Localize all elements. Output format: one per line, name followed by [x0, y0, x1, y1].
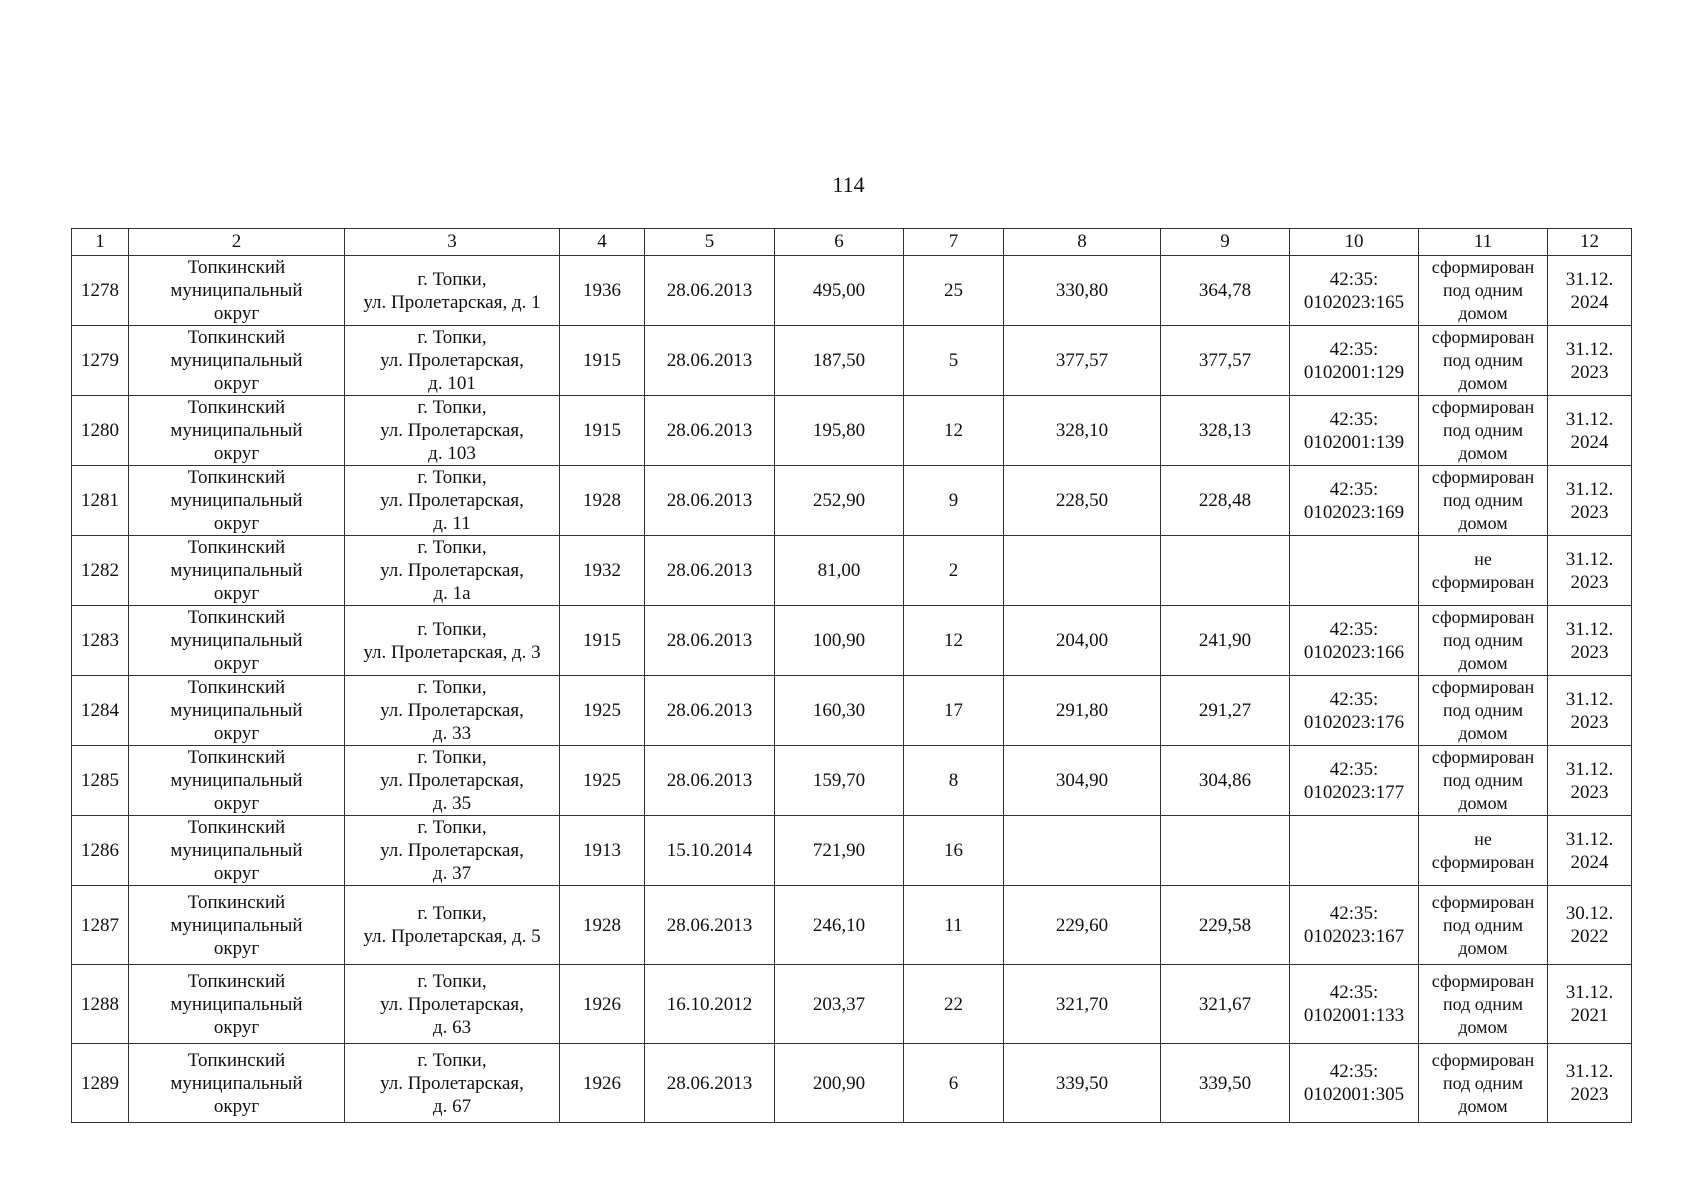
table-row — [72, 746, 1632, 816]
land-area-9-cell — [1161, 536, 1290, 606]
land-area-8-cell — [1004, 816, 1161, 886]
table-row — [72, 256, 1632, 326]
deadline-date-cell: 31.12. 2023 — [1548, 536, 1632, 606]
deadline-date-cell: 31.12. 2023 — [1548, 466, 1632, 536]
table-row — [72, 816, 1632, 886]
column-number-2: 2 — [129, 229, 345, 256]
cadastral-number-cell: 42:35: 0102023:167 — [1290, 886, 1419, 965]
table-row — [72, 886, 1632, 965]
deadline-date-cell: 31.12. 2021 — [1548, 965, 1632, 1044]
address-cell: г. Топки, ул. Пролетарская, д. 1а — [345, 536, 560, 606]
land-status-cell: сформирован под одним домом — [1419, 396, 1548, 466]
land-status-cell: сформирован под одним домом — [1419, 1044, 1548, 1123]
registry-table — [71, 228, 1632, 1123]
municipality-cell: Топкинский муниципальный округ — [129, 396, 345, 466]
land-status-cell: сформирован под одним домом — [1419, 746, 1548, 816]
land-area-9-cell: 339,50 — [1161, 1044, 1290, 1123]
year-built-cell: 1928 — [560, 886, 645, 965]
row-number-cell: 1279 — [72, 326, 129, 396]
area-cell: 203,37 — [775, 965, 904, 1044]
row-number-cell: 1280 — [72, 396, 129, 466]
row-number-cell: 1289 — [72, 1044, 129, 1123]
municipality-cell: Топкинский муниципальный округ — [129, 746, 345, 816]
land-area-8-cell: 228,50 — [1004, 466, 1161, 536]
municipality-cell: Топкинский муниципальный округ — [129, 816, 345, 886]
residents-cell: 9 — [904, 466, 1004, 536]
address-cell: г. Топки, ул. Пролетарская, д. 11 — [345, 466, 560, 536]
land-area-9-cell: 228,48 — [1161, 466, 1290, 536]
address-cell: г. Топки, ул. Пролетарская, д. 37 — [345, 816, 560, 886]
residents-cell: 5 — [904, 326, 1004, 396]
municipality-cell: Топкинский муниципальный округ — [129, 886, 345, 965]
year-built-cell: 1926 — [560, 1044, 645, 1123]
cadastral-number-cell — [1290, 816, 1419, 886]
area-cell: 160,30 — [775, 676, 904, 746]
land-status-cell: сформирован под одним домом — [1419, 676, 1548, 746]
deadline-date-cell: 31.12. 2024 — [1548, 256, 1632, 326]
table-row — [72, 536, 1632, 606]
deadline-date-cell: 31.12. 2023 — [1548, 606, 1632, 676]
land-status-cell: сформирован под одним домом — [1419, 886, 1548, 965]
land-status-cell: сформирован под одним домом — [1419, 965, 1548, 1044]
address-cell: г. Топки, ул. Пролетарская, д. 101 — [345, 326, 560, 396]
area-cell: 495,00 — [775, 256, 904, 326]
area-cell: 187,50 — [775, 326, 904, 396]
area-cell: 159,70 — [775, 746, 904, 816]
municipality-cell: Топкинский муниципальный округ — [129, 536, 345, 606]
land-area-8-cell: 330,80 — [1004, 256, 1161, 326]
area-cell: 200,90 — [775, 1044, 904, 1123]
date-cell: 28.06.2013 — [645, 676, 775, 746]
municipality-cell: Топкинский муниципальный округ — [129, 256, 345, 326]
deadline-date-cell: 31.12. 2024 — [1548, 816, 1632, 886]
cadastral-number-cell: 42:35: 0102023:176 — [1290, 676, 1419, 746]
deadline-date-cell: 30.12. 2022 — [1548, 886, 1632, 965]
land-area-8-cell: 328,10 — [1004, 396, 1161, 466]
year-built-cell: 1936 — [560, 256, 645, 326]
municipality-cell: Топкинский муниципальный округ — [129, 676, 345, 746]
date-cell: 28.06.2013 — [645, 466, 775, 536]
address-cell: г. Топки, ул. Пролетарская, д. 67 — [345, 1044, 560, 1123]
residents-cell: 25 — [904, 256, 1004, 326]
area-cell: 252,90 — [775, 466, 904, 536]
date-cell: 15.10.2014 — [645, 816, 775, 886]
address-cell: г. Топки, ул. Пролетарская, д. 35 — [345, 746, 560, 816]
row-number-cell: 1284 — [72, 676, 129, 746]
table-row — [72, 606, 1632, 676]
year-built-cell: 1913 — [560, 816, 645, 886]
row-number-cell: 1285 — [72, 746, 129, 816]
land-status-cell: сформирован под одним домом — [1419, 256, 1548, 326]
residents-cell: 17 — [904, 676, 1004, 746]
land-area-8-cell: 339,50 — [1004, 1044, 1161, 1123]
date-cell: 28.06.2013 — [645, 886, 775, 965]
land-area-9-cell: 364,78 — [1161, 256, 1290, 326]
row-number-cell: 1278 — [72, 256, 129, 326]
date-cell: 28.06.2013 — [645, 396, 775, 466]
date-cell: 28.06.2013 — [645, 536, 775, 606]
deadline-date-cell: 31.12. 2024 — [1548, 396, 1632, 466]
land-area-9-cell: 291,27 — [1161, 676, 1290, 746]
cadastral-number-cell: 42:35: 0102023:177 — [1290, 746, 1419, 816]
land-area-8-cell: 291,80 — [1004, 676, 1161, 746]
deadline-date-cell: 31.12. 2023 — [1548, 676, 1632, 746]
row-number-cell: 1281 — [72, 466, 129, 536]
cadastral-number-cell: 42:35: 0102001:129 — [1290, 326, 1419, 396]
cadastral-number-cell: 42:35: 0102001:133 — [1290, 965, 1419, 1044]
year-built-cell: 1915 — [560, 396, 645, 466]
residents-cell: 6 — [904, 1044, 1004, 1123]
land-area-9-cell — [1161, 816, 1290, 886]
residents-cell: 16 — [904, 816, 1004, 886]
area-cell: 721,90 — [775, 816, 904, 886]
column-number-10: 10 — [1290, 229, 1419, 256]
municipality-cell: Топкинский муниципальный округ — [129, 326, 345, 396]
address-cell: г. Топки, ул. Пролетарская, д. 3 — [345, 606, 560, 676]
municipality-cell: Топкинский муниципальный округ — [129, 1044, 345, 1123]
cadastral-number-cell: 42:35: 0102023:165 — [1290, 256, 1419, 326]
land-status-cell: не сформирован — [1419, 536, 1548, 606]
year-built-cell: 1915 — [560, 606, 645, 676]
table-row — [72, 466, 1632, 536]
land-area-9-cell: 241,90 — [1161, 606, 1290, 676]
table-row — [72, 676, 1632, 746]
year-built-cell: 1932 — [560, 536, 645, 606]
cadastral-number-cell: 42:35: 0102001:305 — [1290, 1044, 1419, 1123]
table-row — [72, 1044, 1632, 1123]
area-cell: 246,10 — [775, 886, 904, 965]
column-number-4: 4 — [560, 229, 645, 256]
cadastral-number-cell: 42:35: 0102023:166 — [1290, 606, 1419, 676]
area-cell: 81,00 — [775, 536, 904, 606]
municipality-cell: Топкинский муниципальный округ — [129, 466, 345, 536]
land-status-cell: сформирован под одним домом — [1419, 326, 1548, 396]
page-number: 114 — [832, 172, 865, 197]
row-number-cell: 1287 — [72, 886, 129, 965]
deadline-date-cell: 31.12. 2023 — [1548, 746, 1632, 816]
year-built-cell: 1925 — [560, 676, 645, 746]
row-number-cell: 1283 — [72, 606, 129, 676]
municipality-cell: Топкинский муниципальный округ — [129, 965, 345, 1044]
residents-cell: 12 — [904, 396, 1004, 466]
year-built-cell: 1928 — [560, 466, 645, 536]
address-cell: г. Топки, ул. Пролетарская, д. 63 — [345, 965, 560, 1044]
address-cell: г. Топки, ул. Пролетарская, д. 1 — [345, 256, 560, 326]
municipality-cell: Топкинский муниципальный округ — [129, 606, 345, 676]
date-cell: 28.06.2013 — [645, 1044, 775, 1123]
land-area-9-cell: 304,86 — [1161, 746, 1290, 816]
table-body — [72, 256, 1632, 1123]
date-cell: 28.06.2013 — [645, 746, 775, 816]
year-built-cell: 1926 — [560, 965, 645, 1044]
land-status-cell: сформирован под одним домом — [1419, 466, 1548, 536]
table-row — [72, 326, 1632, 396]
column-number-12: 12 — [1548, 229, 1632, 256]
area-cell: 195,80 — [775, 396, 904, 466]
column-number-1: 1 — [72, 229, 129, 256]
area-cell: 100,90 — [775, 606, 904, 676]
column-number-7: 7 — [904, 229, 1004, 256]
column-number-8: 8 — [1004, 229, 1161, 256]
cadastral-number-cell: 42:35: 0102023:169 — [1290, 466, 1419, 536]
land-area-8-cell: 204,00 — [1004, 606, 1161, 676]
residents-cell: 12 — [904, 606, 1004, 676]
land-area-8-cell: 377,57 — [1004, 326, 1161, 396]
row-number-cell: 1282 — [72, 536, 129, 606]
residents-cell: 8 — [904, 746, 1004, 816]
deadline-date-cell: 31.12. 2023 — [1548, 1044, 1632, 1123]
land-area-9-cell: 377,57 — [1161, 326, 1290, 396]
land-area-8-cell — [1004, 536, 1161, 606]
address-cell: г. Топки, ул. Пролетарская, д. 103 — [345, 396, 560, 466]
table-row — [72, 396, 1632, 466]
date-cell: 28.06.2013 — [645, 256, 775, 326]
cadastral-number-cell — [1290, 536, 1419, 606]
land-area-9-cell: 328,13 — [1161, 396, 1290, 466]
land-area-9-cell: 229,58 — [1161, 886, 1290, 965]
residents-cell: 22 — [904, 965, 1004, 1044]
land-area-8-cell: 304,90 — [1004, 746, 1161, 816]
cadastral-number-cell: 42:35: 0102001:139 — [1290, 396, 1419, 466]
date-cell: 28.06.2013 — [645, 606, 775, 676]
row-number-cell: 1286 — [72, 816, 129, 886]
column-number-11: 11 — [1419, 229, 1548, 256]
address-cell: г. Топки, ул. Пролетарская, д. 33 — [345, 676, 560, 746]
land-area-8-cell: 321,70 — [1004, 965, 1161, 1044]
residents-cell: 11 — [904, 886, 1004, 965]
column-number-5: 5 — [645, 229, 775, 256]
residents-cell: 2 — [904, 536, 1004, 606]
date-cell: 28.06.2013 — [645, 326, 775, 396]
column-number-row — [72, 229, 1632, 256]
land-area-8-cell: 229,60 — [1004, 886, 1161, 965]
address-cell: г. Топки, ул. Пролетарская, д. 5 — [345, 886, 560, 965]
column-number-3: 3 — [345, 229, 560, 256]
land-area-9-cell: 321,67 — [1161, 965, 1290, 1044]
row-number-cell: 1288 — [72, 965, 129, 1044]
deadline-date-cell: 31.12. 2023 — [1548, 326, 1632, 396]
year-built-cell: 1925 — [560, 746, 645, 816]
date-cell: 16.10.2012 — [645, 965, 775, 1044]
table-row — [72, 965, 1632, 1044]
year-built-cell: 1915 — [560, 326, 645, 396]
column-number-6: 6 — [775, 229, 904, 256]
column-number-9: 9 — [1161, 229, 1290, 256]
land-status-cell: сформирован под одним домом — [1419, 606, 1548, 676]
land-status-cell: не сформирован — [1419, 816, 1548, 886]
